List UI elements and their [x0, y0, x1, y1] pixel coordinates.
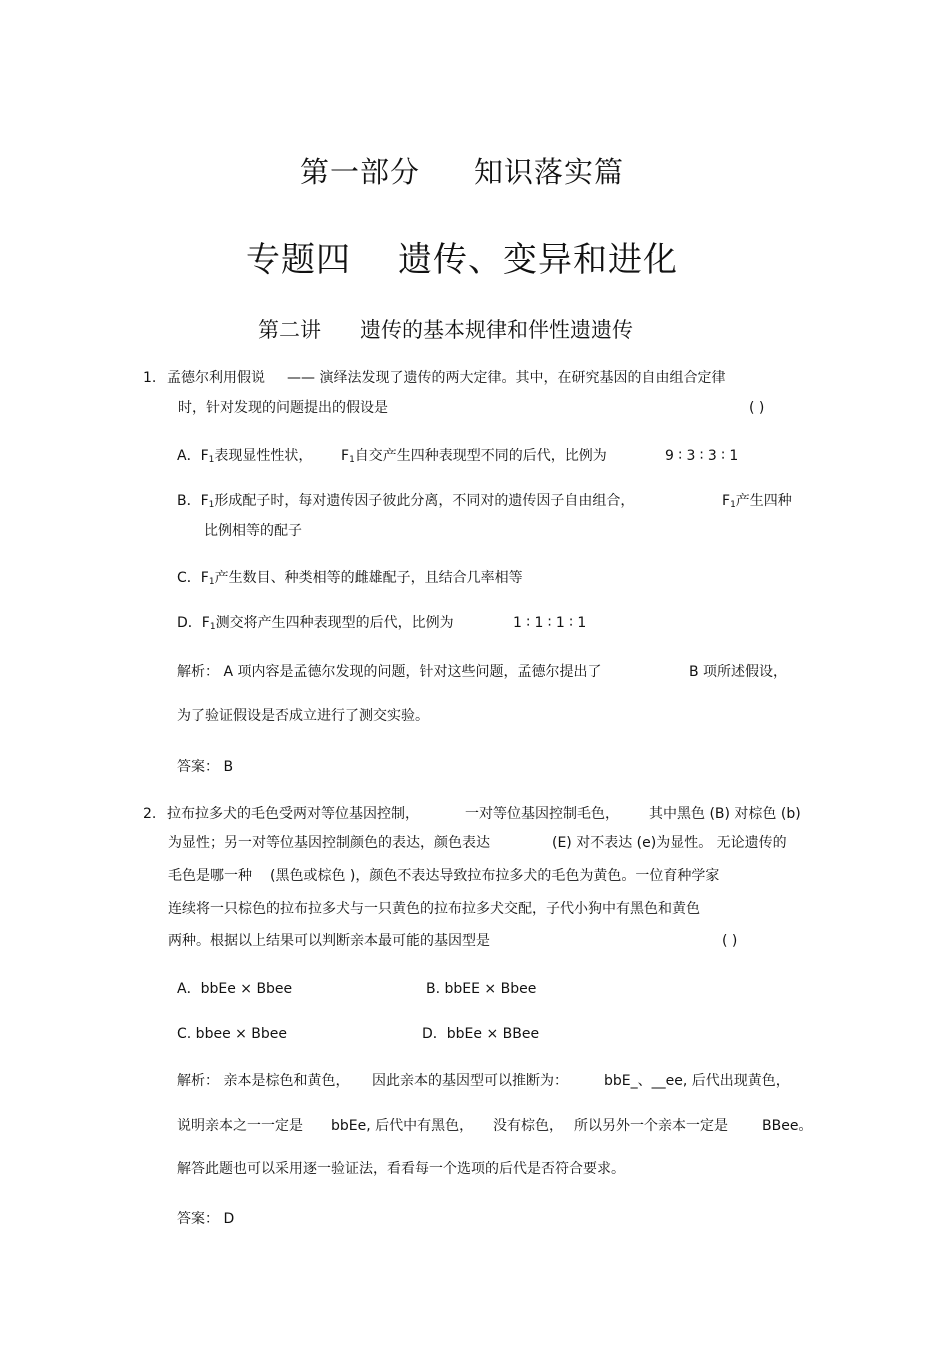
q2-option-b: B. bbEE × Bbee: [426, 981, 537, 997]
q1-option-a: [177, 449, 312, 465]
q1-analysis-b: B 项所述假设，: [689, 664, 788, 680]
q2-option-a: A．bbEe × Bbee: [177, 981, 293, 997]
q2-analysis2-b: bbEe, 后代中有黑色，: [331, 1118, 474, 1134]
q2-line4: 连续将一只棕色的拉布拉多犬与一只黄色的拉布拉多犬交配，子代小狗中有黑色和黄色: [168, 901, 700, 917]
part-title-left: 第一部分: [300, 155, 421, 189]
q1-option-b-cont: [722, 494, 792, 510]
q2-analysis2-d: 所以另外一个亲本一定是: [574, 1118, 728, 1134]
option-label: C．: [177, 570, 201, 586]
option-text: 形成配子时，每对遗传因子彼此分离，不同对的遗传因子自由组合，: [214, 493, 635, 509]
q2-line3-a: 毛色是哪一种: [168, 868, 252, 884]
q1-answer: 答案： B: [177, 759, 234, 775]
q1-option-a-ratio: 9 ∶ 3 ∶ 3 ∶ 1: [665, 448, 739, 464]
f1-symbol: $F_1$: [341, 448, 355, 465]
f1-symbol: $F_1$: [722, 493, 736, 510]
topic-title-right: 遗传、变异和进化: [398, 240, 678, 280]
q2-line3-b: (黑色或棕色 )，颜色不表达导致拉布拉多犬的毛色为黄色。一位育种学家: [270, 868, 720, 884]
option-text: 产生四种: [735, 493, 792, 509]
q1-analysis-line2: 为了验证假设是否成立进行了测交实验。: [177, 708, 429, 724]
f1-symbol: $F_1$: [200, 570, 215, 587]
q1-stem-line2: 时，针对发现的问题提出的假设是: [178, 400, 388, 416]
q2-number: 2.: [143, 806, 157, 822]
q2-analysis1-c: bbE_、__ee, 后代出现黄色，: [604, 1073, 790, 1089]
q1-option-c: [177, 571, 523, 587]
q1-option-b-line2: 比例相等的配子: [204, 523, 302, 539]
q1-option-b: [177, 494, 634, 510]
q2-line2-a: 为显性；另一对等位基因控制颜色的表达，颜色表达: [168, 835, 490, 851]
option-text: 产生数目、种类相等的雌雄配子，且结合几率相等: [214, 570, 523, 586]
q2-analysis1-a: 解析： 亲本是棕色和黄色，: [177, 1073, 350, 1089]
q2-line1-b: 一对等位基因控制毛色，: [465, 806, 619, 822]
q1-analysis-a: 解析： A 项内容是孟德尔发现的问题，针对这些问题，孟德尔提出了: [177, 664, 602, 680]
q2-analysis3: 解答此题也可以采用逐一验证法，看看每一个选项的后代是否符合要求。: [177, 1161, 625, 1177]
option-text: 表现显性性状，: [214, 448, 313, 464]
q2-line1-c: 其中黑色 (B) 对棕色 (b): [649, 806, 801, 822]
q1-stem-b: —— 演绎法发现了遗传的两大定律。其中，在研究基因的自由组合定律: [287, 370, 726, 386]
part-title-right: 知识落实篇: [474, 155, 625, 189]
lecture-title-right: 遗传的基本规律和伴性遗遗传: [360, 318, 633, 342]
q1-number: 1.: [143, 370, 157, 386]
topic-title-left: 专题四: [246, 240, 351, 280]
option-label: A．: [177, 448, 201, 464]
option-label: B．: [177, 493, 201, 509]
q2-line2-b: (E) 对不表达 (e)为显性。 无论遗传的: [552, 835, 787, 851]
q2-analysis1-b: 因此亲本的基因型可以推断为：: [372, 1073, 568, 1089]
q2-analysis2-a: 说明亲本之一一定是: [177, 1118, 303, 1134]
option-label: D．: [177, 615, 202, 631]
q1-option-d-ratio: 1 ∶ 1 ∶ 1 ∶ 1: [513, 615, 587, 631]
f1-symbol: $F_1$: [200, 448, 215, 465]
q1-answer-bracket: ( ): [749, 400, 765, 416]
q2-option-d: D．bbEe × BBee: [422, 1026, 540, 1042]
q2-answer-bracket: ( ): [722, 933, 738, 949]
option-text: 测交将产生四种表现型的后代，比例为: [215, 615, 454, 631]
f1-symbol: $F_1$: [201, 615, 216, 632]
q2-answer: 答案： D: [177, 1211, 235, 1227]
q2-analysis2-c: 没有棕色，: [493, 1118, 563, 1134]
q2-line5: 两种。根据以上结果可以判断亲本最可能的基因型是: [168, 933, 490, 949]
q1-option-d: [177, 616, 454, 632]
q2-option-c: C. bbee × Bbee: [177, 1026, 288, 1042]
f1-symbol: $F_1$: [200, 493, 215, 510]
q1-stem-a: 孟德尔利用假说: [167, 370, 265, 386]
option-text: 自交产生四种表现型不同的后代，比例为: [354, 448, 607, 464]
q2-analysis2-e: BBee。: [762, 1118, 813, 1134]
q1-option-a-cont: [341, 449, 607, 465]
q2-line1-a: 拉布拉多犬的毛色受两对等位基因控制，: [167, 806, 419, 822]
lecture-title-left: 第二讲: [258, 318, 321, 342]
